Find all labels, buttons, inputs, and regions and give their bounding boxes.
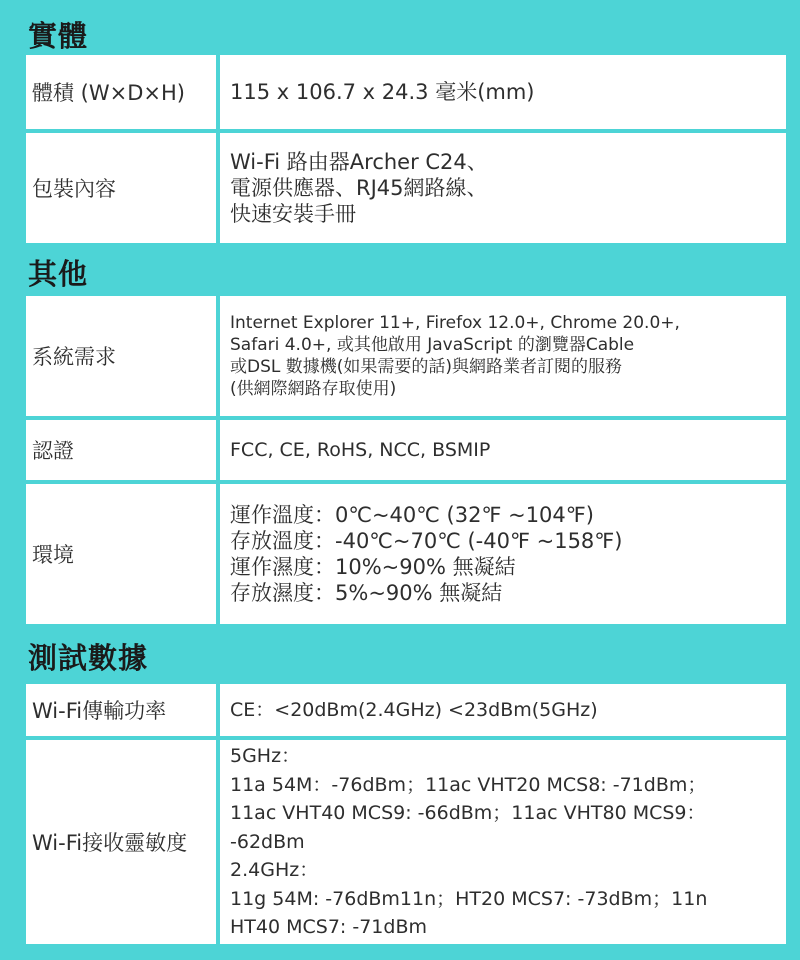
spec-row-environment — [26, 484, 786, 624]
section-title-physical: 實體 — [28, 19, 89, 53]
spec-row-wifi-sensitivity — [26, 740, 786, 944]
spec-value — [220, 296, 786, 416]
spec-value-line: 11ac VHT40 MCS9: -66dBm；11ac VHT80 MCS9： — [230, 802, 706, 825]
spec-value-line: 5GHz： — [230, 745, 301, 768]
spec-value — [220, 684, 786, 736]
spec-row-dimensions — [26, 55, 786, 129]
section-title-other: 其他 — [28, 257, 89, 291]
spec-value-line: 11g 54M: -76dBm11n；HT20 MCS7: -73dBm；11n — [230, 887, 708, 910]
spec-value-line: FCC, CE, RoHS, NCC, BSMIP — [230, 438, 491, 461]
spec-label: 體積 (W×D×H) — [26, 55, 220, 129]
spec-value-line: 或DSL 數據機(如果需要的話)與網路業者訂閱的服務 — [230, 357, 623, 377]
spec-label: 系統需求 — [26, 296, 220, 416]
spec-label: 認證 — [26, 420, 220, 480]
spec-label: Wi-Fi傳輸功率 — [26, 684, 220, 736]
spec-label: Wi-Fi接收靈敏度 — [26, 740, 220, 944]
spec-value-line: CE：<20dBm(2.4GHz) <23dBm(5GHz) — [230, 698, 598, 721]
spec-value — [220, 420, 786, 480]
spec-value-line: 快速安裝手冊 — [230, 202, 356, 226]
spec-value-line: 電源供應器、RJ45網路線、 — [230, 176, 488, 200]
spec-value-line: 2.4GHz： — [230, 859, 319, 882]
spec-value-line: HT40 MCS7: -71dBm — [230, 916, 427, 939]
spec-value-line: -62dBm — [230, 830, 305, 853]
spec-table-test-data — [26, 684, 786, 944]
spec-value-line: 11a 54M：-76dBm；11ac VHT20 MCS8: -71dBm； — [230, 773, 707, 796]
spec-row-package-contents — [26, 133, 786, 243]
spec-value-line: 115 x 106.7 x 24.3 毫米(mm) — [230, 80, 535, 104]
spec-row-system-requirements — [26, 296, 786, 416]
spec-value — [220, 55, 786, 129]
spec-value — [220, 484, 786, 624]
spec-row-wifi-power — [26, 684, 786, 736]
spec-value-line: Wi-Fi 路由器Archer C24、 — [230, 150, 488, 174]
spec-label: 包裝內容 — [26, 133, 220, 243]
spec-value-line: (供網際網路存取使用) — [230, 379, 397, 399]
spec-value-line: 運作濕度：10%~90% 無凝結 — [230, 555, 516, 579]
spec-value-line: Safari 4.0+, 或其他啟用 JavaScript 的瀏覽器Cable — [230, 335, 635, 355]
spec-value — [220, 740, 786, 944]
spec-row-certification — [26, 420, 786, 480]
spec-value-line: 存放濕度：5%~90% 無凝結 — [230, 581, 503, 605]
section-title-test-data: 測試數據 — [28, 641, 149, 675]
spec-table-physical — [26, 55, 786, 243]
spec-table-other — [26, 296, 786, 624]
spec-label: 環境 — [26, 484, 220, 624]
spec-value-line: 存放溫度：-40℃~70℃ (-40℉ ~158℉) — [230, 529, 623, 553]
spec-value-line: 運作溫度：0℃~40℃ (32℉ ~104℉) — [230, 503, 594, 527]
spec-value-line: Internet Explorer 11+, Firefox 12.0+, Chrome 20.0+, — [230, 313, 680, 333]
spec-value — [220, 133, 786, 243]
